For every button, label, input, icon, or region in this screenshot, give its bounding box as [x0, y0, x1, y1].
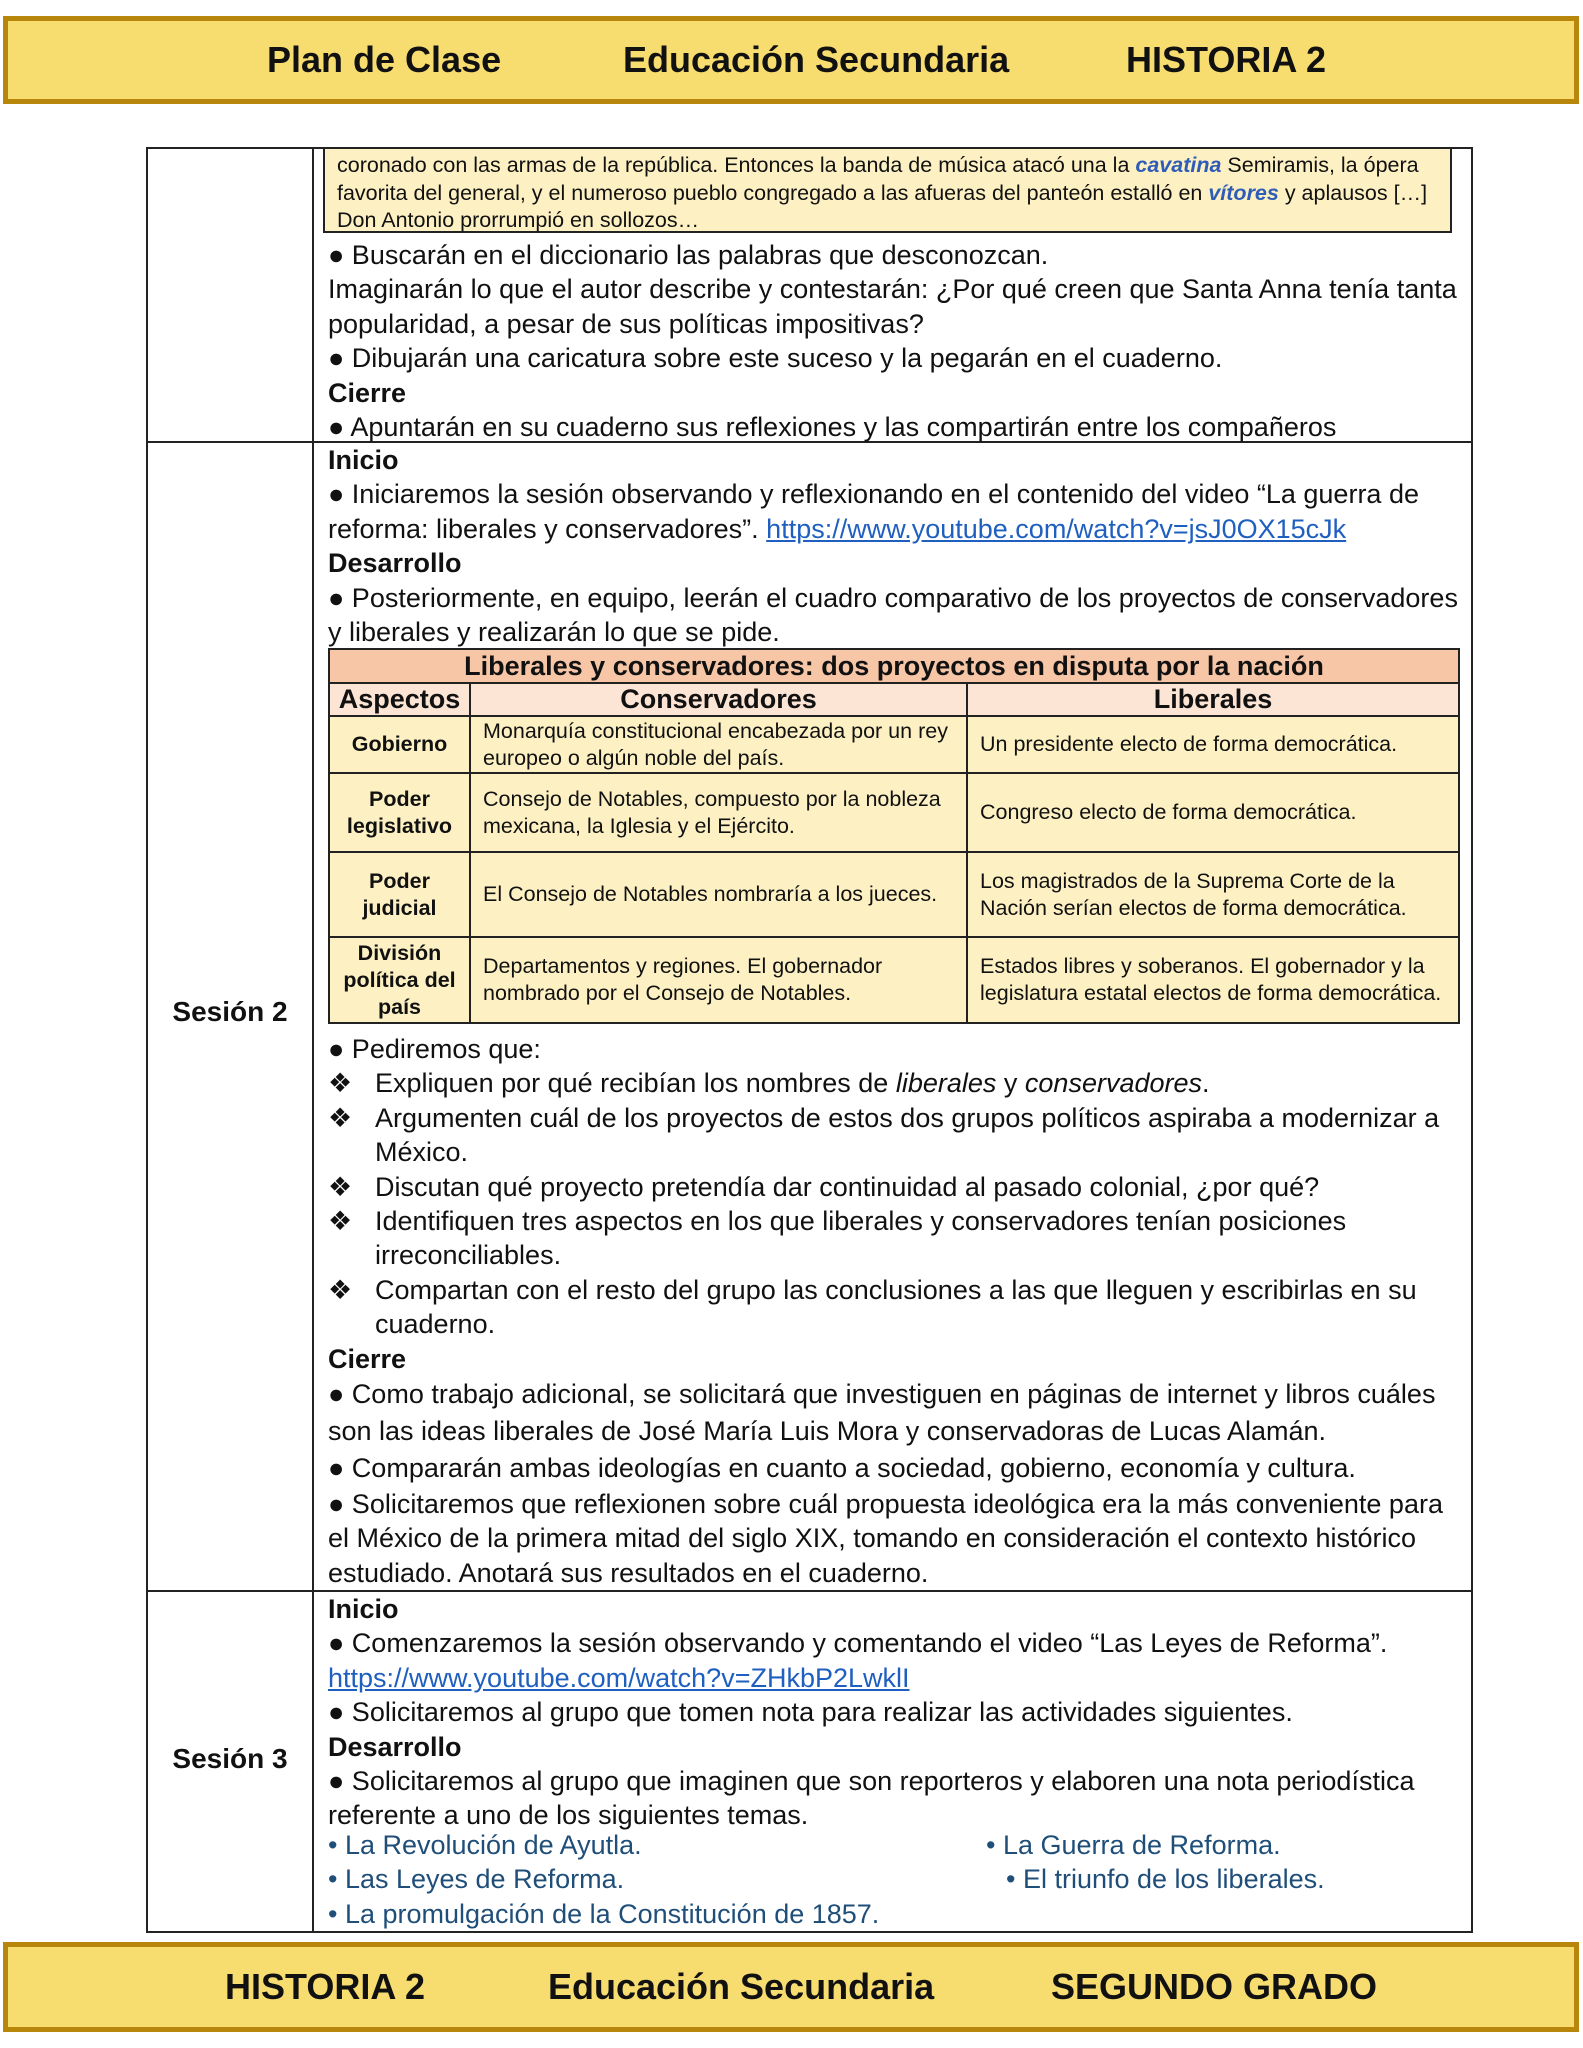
session3-content	[328, 1592, 1458, 1833]
quote-text-2: Semiramis, la ópera favorita del general, y el numeroso pueblo congregado a las afueras del panteón estalló en	[337, 153, 1419, 205]
quote-keyword-vitores: vítores	[1208, 180, 1279, 205]
session2-content-top	[328, 443, 1458, 649]
lesson-plan-table	[146, 147, 1473, 1933]
column-divider	[312, 149, 314, 1931]
header-plan-title: Plan de Clase	[267, 39, 502, 80]
header-banner	[3, 16, 1579, 104]
s3-desarrollo-heading: Desarrollo	[328, 1731, 462, 1762]
topic-item: • El triunfo de los liberales.	[1006, 1864, 1325, 1894]
aspect-cell: Poder legislativo	[329, 773, 470, 852]
s2-pediremos: ● Pediremos que:	[328, 1034, 541, 1064]
topic-item: • La Revolución de Ayutla.	[328, 1830, 642, 1860]
s1-line-reflections: ● Apuntarán en su cuaderno sus reflexiones y las compartirán entre los compañeros	[328, 412, 1337, 443]
aspect-cell: División política del país	[329, 937, 470, 1023]
topic-item: • La Guerra de Reforma.	[986, 1830, 1281, 1860]
list-item: ❖ Expliquen por qué recibían los nombres de liberales y conservadores.	[328, 1066, 1458, 1100]
s2-cierre-heading: Cierre	[328, 1343, 407, 1374]
col-header-conservadores: Conservadores	[470, 683, 967, 716]
s2-cierre-3: ● Solicitaremos que reflexionen sobre cuál propuesta ideológica era la más conveniente para el México de la primera mitad del siglo XIX, tomando en consideración el contexto histórico estudiado. Anotará sus resultados en el cuaderno.	[328, 1489, 1443, 1588]
s2-cierre-1: ● Como trabajo adicional, se solicitará que investiguen en páginas de internet y libros cuáles son las ideas liberales de José María Luis Mora y conservadoras de Lucas Alamán.	[328, 1379, 1436, 1447]
list-item: ❖ Identifiquen tres aspectos en los que liberales y conservadores tenían posiciones irreconciliables.	[328, 1206, 1347, 1271]
liberales-cell: Estados libres y soberanos. El gobernador y la legislatura estatal electos de forma democrática.	[967, 937, 1459, 1023]
s2-video-link[interactable]: https://www.youtube.com/watch?v=jsJ0OX15cJk	[766, 513, 1347, 544]
header-level: Educación Secundaria	[623, 39, 1010, 80]
topic-item: • La promulgación de la Constitución de 1857.	[328, 1899, 880, 1929]
aspect-cell: Gobierno	[329, 716, 470, 773]
conservadores-cell: Monarquía constitucional encabezada por un rey europeo o algún noble del país.	[470, 716, 967, 773]
table-row	[329, 716, 1459, 773]
liberales-cell: Los magistrados de la Suprema Corte de la Nación serían electos de forma democrática.	[967, 852, 1459, 937]
conservadores-cell: El Consejo de Notables nombraría a los jueces.	[470, 852, 967, 937]
quote-keyword-cavatina: cavatina	[1135, 153, 1222, 177]
list-item: ❖ Discutan qué proyecto pretendía dar continuidad al pasado colonial, ¿por qué?	[328, 1170, 1458, 1204]
s3-line-notes: ● Solicitaremos al grupo que tomen nota para realizar las actividades siguientes.	[328, 1697, 1293, 1728]
session3-label: Sesión 3	[172, 1743, 288, 1774]
quote-text-1: coronado con las armas de la república. Entonces la banda de música atacó una la	[337, 153, 1136, 177]
liberales-cell: Un presidente electo de forma democrática.	[967, 716, 1459, 773]
s2-cierre-2: ● Compararán ambas ideologías en cuanto a sociedad, gobierno, economía y cultura.	[328, 1453, 1356, 1484]
quote-text-3: y aplausos […] Don Antonio prorrumpió en sollozos…	[337, 180, 1428, 232]
s3-inicio-heading: Inicio	[328, 1594, 399, 1624]
diamond-bullet-icon: ❖	[328, 1206, 353, 1237]
topic-item: • Las Leyes de Reforma.	[328, 1864, 625, 1894]
diamond-bullet-icon: ❖	[328, 1068, 353, 1099]
table-row	[329, 852, 1459, 937]
session2-content-bottom	[328, 1032, 1458, 1590]
list-item: ❖ Argumenten cuál de los proyectos de estos dos grupos políticos aspiraba a modernizar a México.	[328, 1102, 1440, 1168]
session2-label: Sesión 2	[172, 996, 288, 1027]
liberales-cell: Congreso electo de forma democrática.	[967, 773, 1459, 852]
list-item: ❖ Compartan con el resto del grupo las conclusiones a las que lleguen y escribirlas en su cuaderno.	[328, 1274, 1417, 1340]
footer-banner	[3, 1942, 1579, 2032]
col-header-aspectos: Aspectos	[329, 683, 470, 716]
s3-inicio-text: ● Comenzaremos la sesión observando y comentando el video “Las Leyes de Reforma”.	[328, 1628, 1388, 1659]
footer-level: Educación Secundaria	[548, 1966, 935, 2007]
diamond-bullet-icon: ❖	[328, 1102, 353, 1133]
s2-desarrollo-heading: Desarrollo	[328, 548, 462, 579]
footer-subject: HISTORIA 2	[225, 1966, 426, 2007]
footer-grade: SEGUNDO GRADO	[1051, 1966, 1378, 2007]
s3-desarrollo-text: ● Solicitaremos al grupo que imaginen que son reporteros y elaboren una nota periodística referente a uno de los siguientes temas.	[328, 1766, 1415, 1831]
diamond-bullet-icon: ❖	[328, 1274, 353, 1305]
diamond-bullet-icon: ❖	[328, 1171, 353, 1202]
quote-box	[323, 149, 1452, 233]
session1-content	[328, 238, 1458, 444]
s3-video-link[interactable]: https://www.youtube.com/watch?v=ZHkbP2LwklI	[328, 1662, 910, 1693]
s2-inicio-text: ● Iniciaremos la sesión observando y reflexionando en el contenido del video “La guerra de reforma: liberales y conservadores”. https://www.youtube.com/watch?v=jsJ0OX15cJk	[328, 479, 1419, 544]
conservadores-cell: Departamentos y regiones. El gobernador nombrado por el Consejo de Notables.	[470, 937, 967, 1023]
header-subject: HISTORIA 2	[1126, 39, 1327, 80]
s1-cierre-heading: Cierre	[328, 377, 407, 408]
conservadores-cell: Consejo de Notables, compuesto por la nobleza mexicana, la Iglesia y el Ejército.	[470, 773, 967, 852]
comparison-table-title: Liberales y conservadores: dos proyectos en disputa por la nación	[329, 649, 1459, 683]
table-row	[329, 937, 1459, 1023]
s1-line-question: Imaginarán lo que el autor describe y contestarán: ¿Por qué creen que Santa Anna tenía tanta popularidad, a pesar de sus políticas impositivas?	[328, 274, 1457, 339]
comparison-table	[328, 648, 1460, 1024]
s1-line-caricature: ● Dibujarán una caricatura sobre este suceso y la pegarán en el cuaderno.	[328, 343, 1223, 374]
aspect-cell: Poder judicial	[329, 852, 470, 937]
s1-line-dictionary: ● Buscarán en el diccionario las palabras que desconozcan.	[328, 240, 1049, 270]
col-header-liberales: Liberales	[967, 683, 1459, 716]
s2-desarrollo-text: ● Posteriormente, en equipo, leerán el cuadro comparativo de los proyectos de conservadores y liberales y realizarán lo que se pide.	[328, 582, 1458, 648]
s2-inicio-heading: Inicio	[328, 445, 399, 475]
table-row	[329, 773, 1459, 852]
